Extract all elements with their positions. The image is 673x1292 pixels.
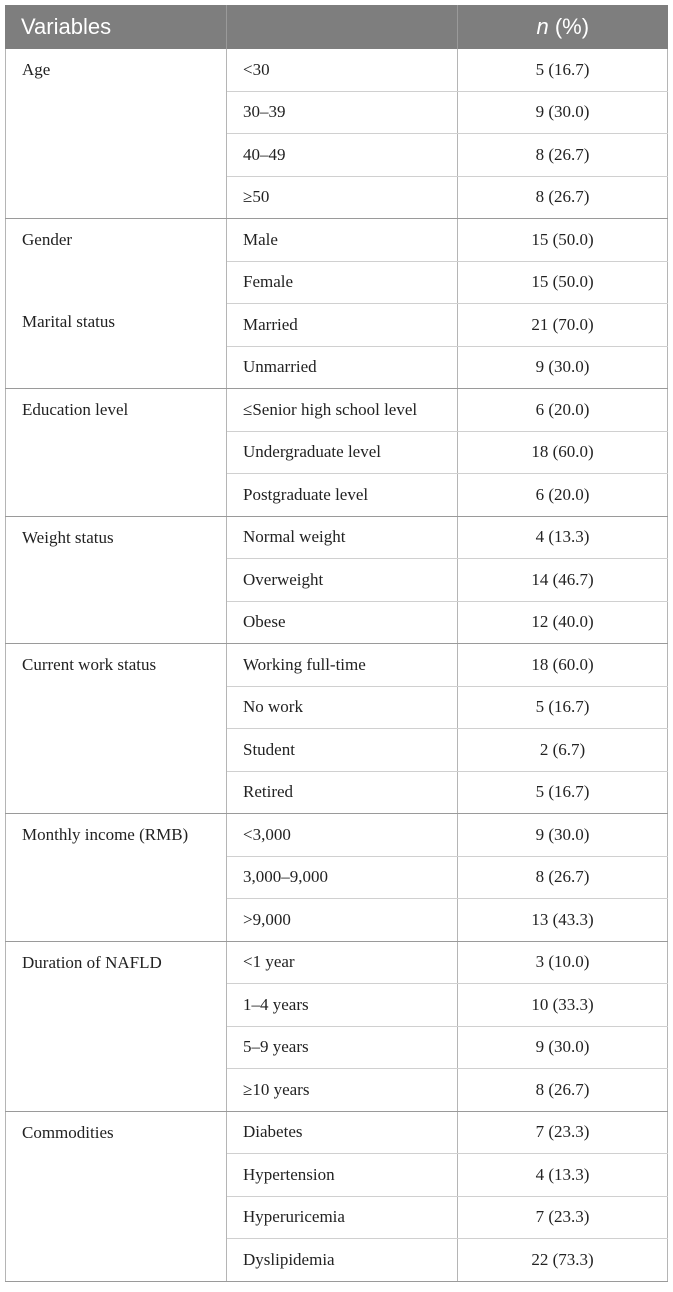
- value-cell: 10 (33.3): [458, 984, 668, 1027]
- table-row: [6, 814, 668, 857]
- variable-label: Current work status: [22, 655, 157, 674]
- variable-label: Age: [22, 60, 51, 79]
- category-cell: Hyperuricemia: [227, 1196, 458, 1239]
- variable-cell: [6, 644, 227, 814]
- category-cell: Student: [227, 729, 458, 772]
- variable-cell: [6, 49, 227, 219]
- category-cell: Postgraduate level: [227, 474, 458, 517]
- category-cell: No work: [227, 686, 458, 729]
- value-cell: 13 (43.3): [458, 899, 668, 942]
- value-cell: 7 (23.3): [458, 1196, 668, 1239]
- variable-cell: [6, 814, 227, 942]
- value-cell: 7 (23.3): [458, 1111, 668, 1154]
- category-cell: Male: [227, 219, 458, 262]
- table-row: [6, 1111, 668, 1154]
- category-cell: Unmarried: [227, 346, 458, 389]
- category-cell: >9,000: [227, 899, 458, 942]
- value-cell: 4 (13.3): [458, 1154, 668, 1197]
- category-cell: <30: [227, 49, 458, 91]
- category-cell: 1–4 years: [227, 984, 458, 1027]
- value-cell: 2 (6.7): [458, 729, 668, 772]
- value-cell: 15 (50.0): [458, 261, 668, 304]
- header-variables: Variables: [6, 5, 227, 49]
- value-cell: 12 (40.0): [458, 601, 668, 644]
- category-cell: Hypertension: [227, 1154, 458, 1197]
- category-cell: Undergraduate level: [227, 431, 458, 474]
- value-cell: 9 (30.0): [458, 814, 668, 857]
- value-cell: 8 (26.7): [458, 134, 668, 177]
- variable-label: Duration of NAFLD: [22, 952, 162, 972]
- category-cell: 3,000–9,000: [227, 856, 458, 899]
- variable-label: Monthly income (RMB): [22, 825, 189, 844]
- variable-cell: [6, 516, 227, 644]
- category-cell: Married: [227, 304, 458, 347]
- value-cell: 6 (20.0): [458, 474, 668, 517]
- table-row: [6, 219, 668, 262]
- variable-label-secondary: Marital status: [22, 312, 116, 331]
- category-cell: 30–39: [227, 91, 458, 134]
- value-cell: 8 (26.7): [458, 856, 668, 899]
- variable-cell: [6, 941, 227, 1111]
- category-cell: ≤Senior high school level: [227, 389, 458, 432]
- value-cell: 8 (26.7): [458, 176, 668, 219]
- table-row: [6, 389, 668, 432]
- value-cell: 5 (16.7): [458, 49, 668, 91]
- value-cell: 14 (46.7): [458, 559, 668, 602]
- table-header: [6, 5, 668, 49]
- category-cell: Female: [227, 261, 458, 304]
- variable-label: Commodities: [22, 1122, 114, 1142]
- category-cell: Diabetes: [227, 1111, 458, 1154]
- value-cell: 8 (26.7): [458, 1069, 668, 1112]
- category-cell: <1 year: [227, 941, 458, 984]
- category-cell: ≥10 years: [227, 1069, 458, 1112]
- variable-label: Education level: [22, 400, 129, 419]
- category-cell: 40–49: [227, 134, 458, 177]
- category-cell: 5–9 years: [227, 1026, 458, 1069]
- value-cell: 18 (60.0): [458, 644, 668, 687]
- variable-cell: [6, 1111, 227, 1281]
- variable-cell: [6, 389, 227, 517]
- value-cell: 21 (70.0): [458, 304, 668, 347]
- table-row: [6, 644, 668, 687]
- category-cell: Overweight: [227, 559, 458, 602]
- variable-cell: [6, 219, 227, 389]
- table-body: [6, 49, 668, 1281]
- category-cell: Obese: [227, 601, 458, 644]
- category-cell: Working full-time: [227, 644, 458, 687]
- header-percent: (%): [548, 14, 590, 39]
- value-cell: 9 (30.0): [458, 1026, 668, 1069]
- value-cell: 9 (30.0): [458, 346, 668, 389]
- value-cell: 3 (10.0): [458, 941, 668, 984]
- category-cell: Retired: [227, 771, 458, 814]
- value-cell: 5 (16.7): [458, 771, 668, 814]
- value-cell: 4 (13.3): [458, 516, 668, 559]
- value-cell: 5 (16.7): [458, 686, 668, 729]
- category-cell: <3,000: [227, 814, 458, 857]
- header-row: [6, 5, 668, 49]
- category-cell: Dyslipidemia: [227, 1239, 458, 1282]
- header-category: [227, 5, 458, 49]
- value-cell: 18 (60.0): [458, 431, 668, 474]
- category-cell: ≥50: [227, 176, 458, 219]
- table-row: [6, 516, 668, 559]
- table-row: [6, 941, 668, 984]
- value-cell: 9 (30.0): [458, 91, 668, 134]
- header-n-symbol: n: [536, 14, 549, 39]
- table-row: [6, 49, 668, 91]
- demographics-table: [5, 5, 668, 1282]
- value-cell: 6 (20.0): [458, 389, 668, 432]
- header-n-percent: [458, 5, 668, 49]
- value-cell: 22 (73.3): [458, 1239, 668, 1282]
- value-cell: 15 (50.0): [458, 219, 668, 262]
- category-cell: Normal weight: [227, 516, 458, 559]
- variable-label: Weight status: [22, 527, 114, 547]
- variable-label: Gender: [22, 230, 73, 249]
